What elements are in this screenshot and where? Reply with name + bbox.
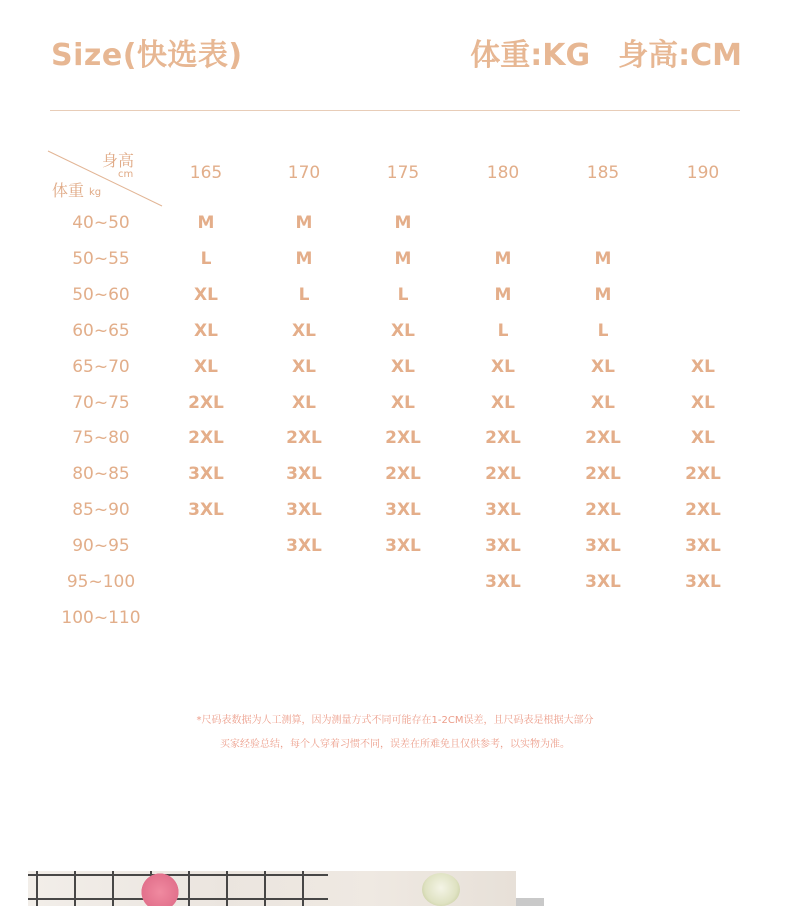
height-column-header: 180 — [486, 163, 520, 183]
size-cell: 3XL — [485, 572, 521, 592]
size-cell: XL — [194, 357, 218, 377]
weight-row-header: 100~110 — [61, 608, 141, 628]
size-cell: L — [200, 249, 212, 269]
size-cell: M — [295, 213, 313, 233]
size-cell: XL — [691, 393, 715, 413]
product-photo — [28, 871, 516, 906]
size-cell: XL — [691, 428, 715, 448]
size-cell: XL — [292, 357, 316, 377]
weight-row-header: 40~50 — [72, 213, 130, 233]
size-cell: L — [597, 321, 609, 341]
weight-row-header: 80~85 — [72, 464, 130, 484]
size-cell: XL — [194, 321, 218, 341]
weight-row-header: 65~70 — [72, 357, 130, 377]
size-cell: 2XL — [685, 500, 721, 520]
size-cell: XL — [591, 357, 615, 377]
size-cell: 2XL — [585, 500, 621, 520]
size-cell: L — [298, 285, 310, 305]
size-cell: 2XL — [385, 428, 421, 448]
size-cell: 2XL — [485, 428, 521, 448]
weight-row-header: 95~100 — [66, 572, 136, 592]
size-cell: XL — [491, 357, 515, 377]
size-cell: 2XL — [385, 464, 421, 484]
corner-height-label: 身高 — [102, 151, 135, 170]
height-column-header: 190 — [686, 163, 720, 183]
size-cell: L — [397, 285, 409, 305]
corner-weight-unit: kg — [89, 187, 102, 198]
size-cell: M — [594, 285, 612, 305]
size-cell: 3XL — [188, 464, 224, 484]
size-cell: M — [494, 285, 512, 305]
size-cell: XL — [691, 357, 715, 377]
weight-row-header: 50~55 — [72, 249, 130, 269]
size-cell: 3XL — [585, 536, 621, 556]
size-cell: L — [497, 321, 509, 341]
weight-row-header: 85~90 — [72, 500, 130, 520]
size-cell: XL — [391, 321, 415, 341]
size-cell: 2XL — [188, 393, 224, 413]
size-cell: 2XL — [485, 464, 521, 484]
size-cell: M — [295, 249, 313, 269]
size-cell: 3XL — [188, 500, 224, 520]
size-cell: M — [197, 213, 215, 233]
size-cell: M — [594, 249, 612, 269]
weight-row-header: 75~80 — [72, 428, 130, 448]
size-cell: 3XL — [286, 464, 322, 484]
size-cell: XL — [591, 393, 615, 413]
disclaimer-line-2: 买家经验总结，每个人穿着习惯不同，误差在所难免且仅供参考，以实物为准。 — [220, 739, 570, 750]
corner-height-unit: cm — [118, 169, 134, 180]
size-cell: 2XL — [585, 428, 621, 448]
size-cell: 3XL — [286, 500, 322, 520]
gray-block — [516, 898, 544, 906]
weight-row-header: 70~75 — [72, 393, 130, 413]
size-cell: XL — [491, 393, 515, 413]
size-cell: XL — [194, 285, 218, 305]
size-cell: M — [394, 249, 412, 269]
weight-row-header: 90~95 — [72, 536, 130, 556]
table-corner-cell — [46, 146, 164, 208]
size-cell: 2XL — [585, 464, 621, 484]
size-cell: 3XL — [685, 572, 721, 592]
size-cell: XL — [292, 321, 316, 341]
size-cell: 3XL — [685, 536, 721, 556]
size-cell: 2XL — [685, 464, 721, 484]
size-cell: M — [394, 213, 412, 233]
flower-decor — [422, 873, 460, 906]
size-cell: 3XL — [585, 572, 621, 592]
unit-legend — [470, 30, 742, 74]
size-cell: 2XL — [286, 428, 322, 448]
size-cell: 3XL — [485, 500, 521, 520]
weight-unit-label: 体重:KG — [470, 38, 591, 73]
disclaimer-line-1: *尺码表数据为人工测算，因为测量方式不同可能存在1-2CM误差，且尺码表是根据大部分 — [196, 715, 594, 726]
size-cell: 3XL — [385, 536, 421, 556]
corner-weight-label: 体重 — [52, 181, 85, 200]
height-column-header: 185 — [586, 163, 620, 183]
size-cell: XL — [391, 393, 415, 413]
header-divider — [50, 110, 740, 111]
height-column-header: 170 — [287, 163, 321, 183]
size-cell: 3XL — [385, 500, 421, 520]
pink-toy-decor — [134, 871, 186, 906]
size-cell: 3XL — [286, 536, 322, 556]
weight-row-header: 50~60 — [72, 285, 130, 305]
size-cell: 3XL — [485, 536, 521, 556]
size-cell: 2XL — [188, 428, 224, 448]
weight-row-header: 60~65 — [72, 321, 130, 341]
size-cell: M — [494, 249, 512, 269]
height-unit-label: 身高:CM — [618, 38, 742, 73]
height-column-header: 165 — [189, 163, 223, 183]
height-column-header: 175 — [386, 163, 420, 183]
size-cell: XL — [391, 357, 415, 377]
size-cell: XL — [292, 393, 316, 413]
page-title: Size(快选表) — [51, 38, 243, 73]
